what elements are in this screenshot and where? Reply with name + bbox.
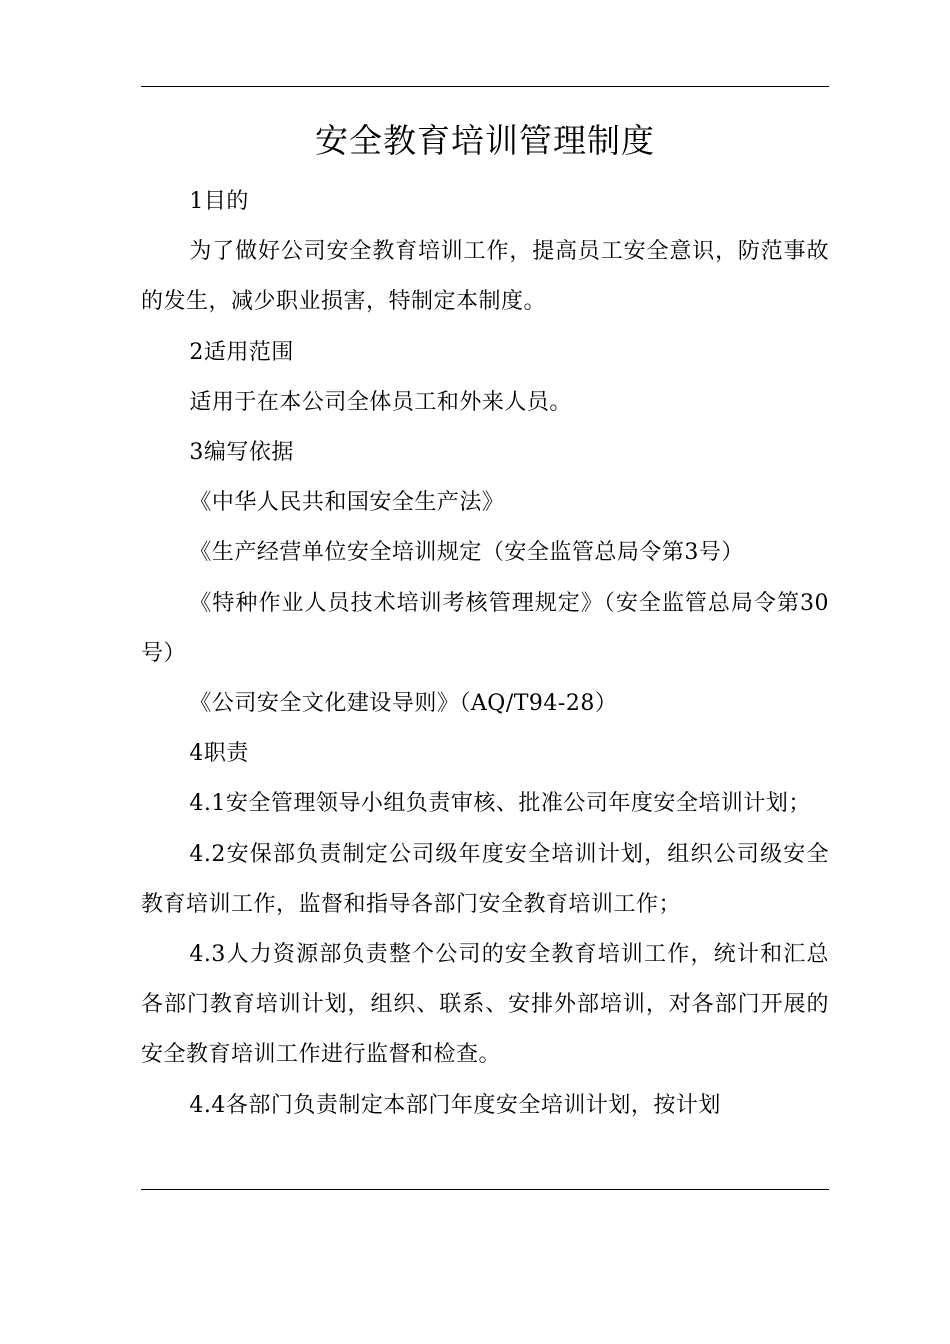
paragraph-scope: 适用于在本公司全体员工和外来人员。 — [189, 389, 572, 415]
document-title: 安全教育培训管理制度 — [315, 121, 655, 160]
paragraph-purpose: 为了做好公司安全教育培训工作，提高员工安全意识，防范事故的发生，减少职业损害，特制定本制度。 — [141, 239, 829, 315]
section-heading-scope: 2适用范围 — [189, 339, 294, 365]
basis-item: 《中华人民共和国安全生产法》 — [189, 490, 505, 516]
basis-item: 《生产经营单位安全培训规定（安全监管总局令第3号） — [189, 540, 744, 566]
section-heading-basis: 3编写依据 — [189, 440, 294, 466]
duty-item: 4.2安保部负责制定公司级年度安全培训计划，组织公司级安全教育培训工作，监督和指导各部门安全教育培训工作； — [141, 841, 829, 917]
duty-item: 4.3人力资源部负责整个公司的安全教育培训工作，统计和汇总各部门教育培训计划，组织、联系、安排外部培训，对各部门开展的安全教育培训工作进行监督和检查。 — [141, 942, 829, 1068]
duty-item: 4.1安全管理领导小组负责审核、批准公司年度安全培训计划； — [189, 791, 811, 817]
header-rule — [141, 86, 829, 87]
section-heading-purpose: 1目的 — [189, 189, 249, 214]
section-heading-duties: 4职责 — [189, 741, 249, 767]
basis-item: 《公司安全文化建设导则》（AQ/T94-28） — [189, 691, 618, 717]
document-body — [141, 177, 829, 1131]
basis-item: 《特种作业人员技术培训考核管理规定》（安全监管总局令第30号） — [141, 590, 829, 666]
duty-item: 4.4各部门负责制定本部门年度安全培训计划，按计划 — [189, 1092, 721, 1118]
footer-rule — [141, 1189, 829, 1190]
